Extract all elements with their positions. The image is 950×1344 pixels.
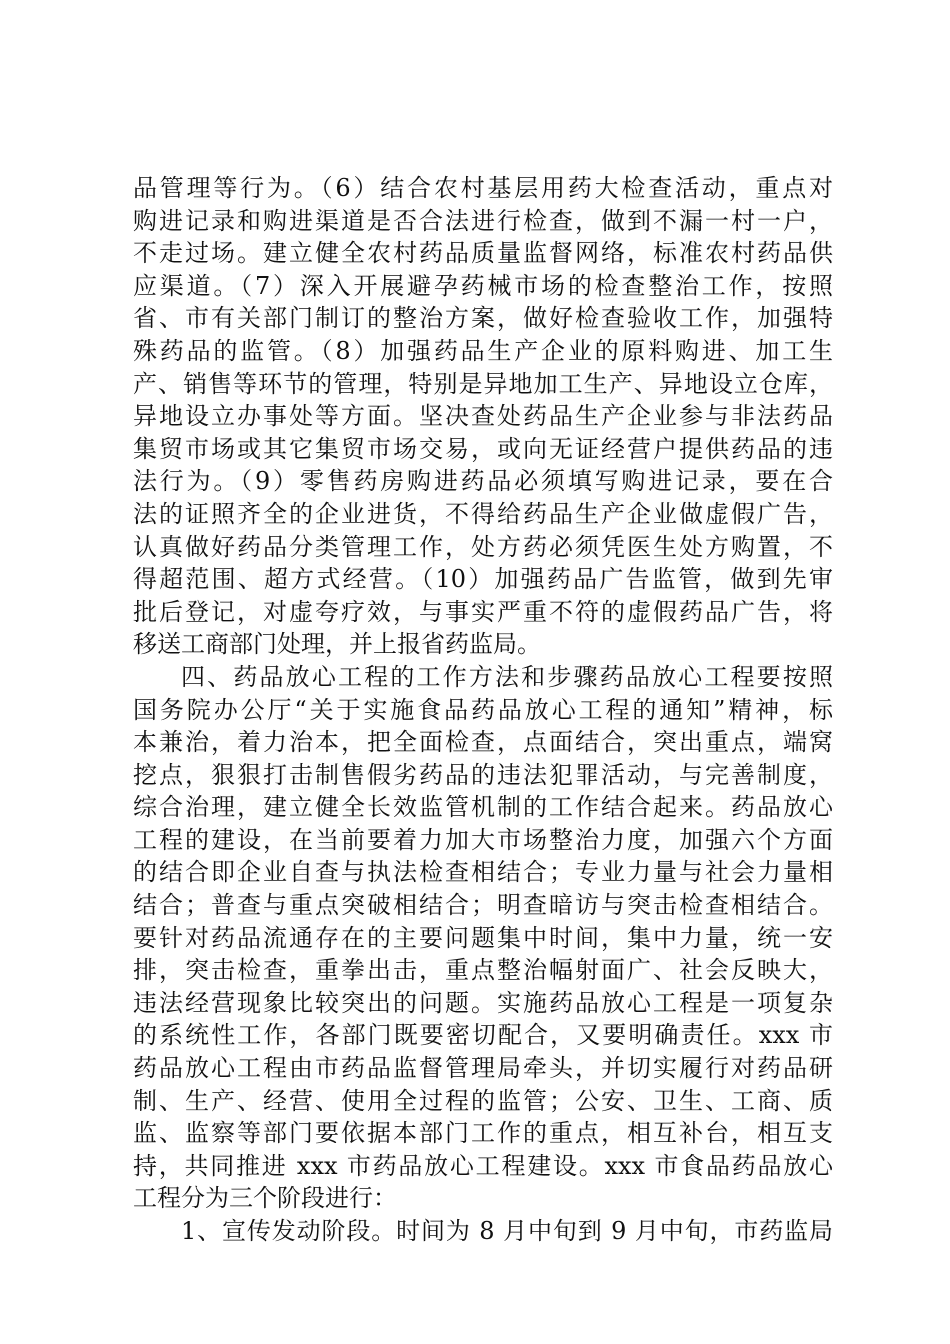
text-line: 法的证照齐全的企业进货，不得给药品生产企业做虚假广告， [133, 499, 833, 528]
text-line: 异地设立办事处等方面。坚决查处药品生产企业参与非法药品 [133, 402, 833, 431]
document-body [133, 172, 833, 1248]
text-line: 殊药品的监管。（8）加强药品生产企业的原料购进、加工生 [133, 336, 833, 365]
text-line: 得超范围、超方式经营。（10）加强药品广告监管，做到先审 [133, 565, 833, 594]
text-line: 结合；普查与重点突破相结合；明查暗访与突击检查相结合。 [133, 891, 833, 920]
text-line: 购进记录和购进渠道是否合法进行检查，做到不漏一村一户， [133, 206, 833, 235]
section-heading-line: 四、药品放心工程的工作方法和步骤药品放心工程要按照 [181, 662, 833, 691]
text-line: 的结合即企业自查与执法检查相结合；专业力量与社会力量相 [133, 858, 833, 887]
text-line: 产、销售等环节的管理，特别是异地加工生产、异地设立仓库， [133, 369, 833, 398]
text-line: 药品放心工程由市药品监督管理局牵头，并切实履行对药品研 [133, 1054, 833, 1083]
text-line: 认真做好药品分类管理工作，处方药必须凭医生处方购置，不 [133, 532, 833, 561]
text-line: 批后登记，对虚夸疗效，与事实严重不符的虚假药品广告，将 [133, 597, 833, 626]
text-line: 国务院办公厅“关于实施食品药品放心工程的通知”精神，标 [133, 695, 833, 724]
text-line: 综合治理，建立健全长效监管机制的工作结合起来。药品放心 [133, 793, 833, 822]
text-line: 违法经营现象比较突出的问题。实施药品放心工程是一项复杂 [133, 988, 833, 1017]
text-line: 省、市有关部门制订的整治方案，做好检查验收工作，加强特 [133, 304, 833, 333]
text-line: 监、监察等部门要依据本部门工作的重点，相互补台，相互支 [133, 1119, 833, 1148]
text-line: 品管理等行为。（6）结合农村基层用药大检查活动，重点对 [133, 174, 833, 202]
text-line: 制、生产、经营、使用全过程的监管；公安、卫生、工商、质 [133, 1086, 833, 1115]
text-line: 工程分为三个阶段进行： [133, 1184, 397, 1213]
text-line: 持，共同推进 xxx 市药品放心工程建设。xxx 市食品药品放心 [133, 1151, 833, 1180]
text-line: 移送工商部门处理，并上报省药监局。 [133, 630, 541, 659]
text-line: 挖点，狠狠打击制售假劣药品的违法犯罪活动，与完善制度， [133, 760, 833, 789]
text-line: 不走过场。建立健全农村药品质量监督网络，标准农村药品供 [133, 239, 833, 268]
text-line: 应渠道。（7）深入开展避孕药械市场的检查整治工作，按照 [133, 271, 833, 300]
text-line: 要针对药品流通存在的主要问题集中时间，集中力量，统一安 [133, 923, 833, 952]
text-line: 法行为。（9）零售药房购进药品必须填写购进记录，要在合 [133, 467, 833, 496]
text-line: 工程的建设，在当前要着力加大市场整治力度，加强六个方面 [133, 825, 833, 854]
text-line: 集贸市场或其它集贸市场交易，或向无证经营户提供药品的违 [133, 434, 833, 463]
text-line: 排，突击检查，重拳出击，重点整治幅射面广、社会反映大， [133, 956, 833, 985]
text-line: 的系统性工作，各部门既要密切配合，又要明确责任。xxx 市 [133, 1021, 833, 1050]
text-line: 本兼治，着力治本，把全面检查，点面结合，突出重点，端窝 [133, 728, 833, 757]
step-line: 1、宣传发动阶段。时间为 8 月中旬到 9 月中旬，市药监局 [181, 1217, 833, 1245]
